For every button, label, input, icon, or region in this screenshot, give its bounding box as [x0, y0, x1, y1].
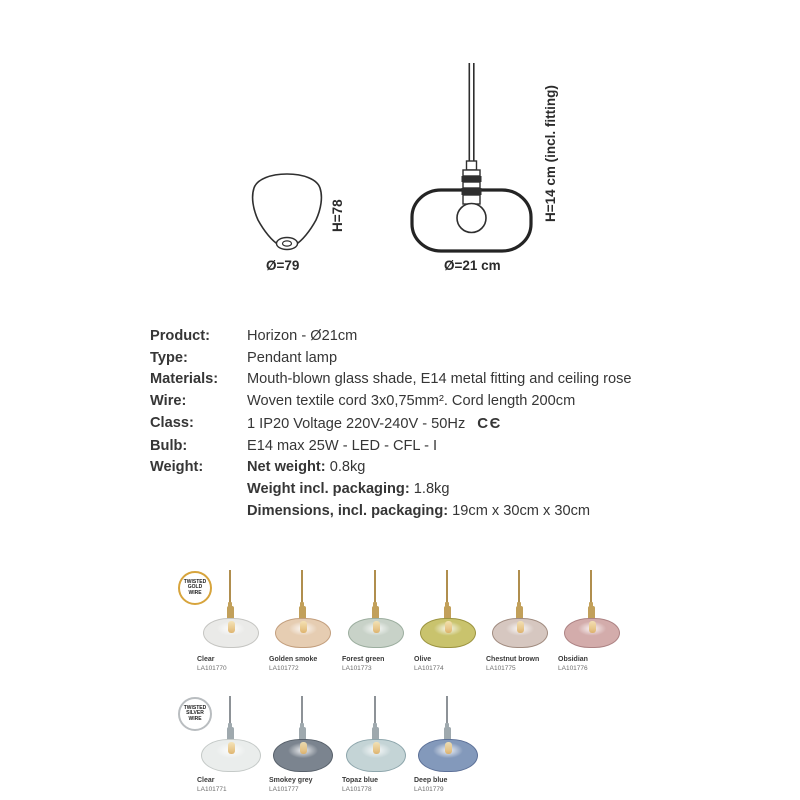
- specs-table: [150, 326, 710, 522]
- pendant-drawing: [405, 58, 540, 258]
- variant-code: LA101779: [414, 786, 444, 793]
- lamp-card-forest-green: [339, 570, 411, 675]
- spec-label: [150, 501, 247, 523]
- ce-mark-icon: CЄ: [477, 414, 502, 432]
- lamp-shade: [273, 739, 333, 772]
- variant-name: Obsidian: [558, 656, 588, 663]
- spec-value: Mouth-blown glass shade, E14 metal fitting and ceiling rose: [247, 371, 632, 388]
- spec-row-bulb: [150, 436, 710, 458]
- variant-code: LA101777: [269, 786, 299, 793]
- variant-code: LA101773: [342, 665, 372, 672]
- bulb-icon: [445, 742, 452, 754]
- bulb-icon: [445, 621, 452, 633]
- bulb-icon: [300, 742, 307, 754]
- badge-line: GOLD: [187, 584, 203, 591]
- spec-label: Weight:: [150, 459, 204, 476]
- bulb-icon: [228, 621, 235, 633]
- lamp-shade: [201, 739, 261, 772]
- bulb-icon: [228, 742, 235, 754]
- variant-name: Forest green: [342, 656, 385, 663]
- spec-label: Type:: [150, 349, 188, 366]
- spec-value: E14 max 25W - LED - CFL - I: [247, 437, 438, 454]
- bulb-icon: [589, 621, 596, 633]
- spec-value: Weight incl. packaging: 1.8kg: [247, 480, 450, 497]
- spec-row-product: [150, 326, 710, 348]
- lamp-shade: [275, 618, 331, 648]
- spec-row-packaging-dimensions: [150, 501, 710, 523]
- spec-row-materials: [150, 369, 710, 391]
- bulb-icon: [300, 621, 307, 633]
- lamp-card-smokey-grey: [266, 696, 338, 800]
- variant-code: LA101778: [342, 786, 372, 793]
- variant-code: LA101771: [197, 786, 227, 793]
- variant-name: Olive: [414, 656, 432, 663]
- variant-code: LA101770: [197, 665, 227, 672]
- lamp-shade: [346, 739, 406, 772]
- bulb-icon: [373, 742, 380, 754]
- lamp-card-clear-silver: [194, 696, 266, 800]
- variant-code: LA101776: [558, 665, 588, 672]
- lamp-shade: [420, 618, 476, 648]
- lamp-card-obsidian: [555, 570, 627, 675]
- badge-line: WIRE: [188, 589, 202, 596]
- lamp-shade: [418, 739, 478, 772]
- pendant-height-label: H=14 cm (incl. fitting): [543, 85, 558, 222]
- lamp-shade: [492, 618, 548, 648]
- spec-label: Class:: [150, 414, 194, 431]
- lamp-shade: [348, 618, 404, 648]
- variant-name: Topaz blue: [342, 777, 379, 784]
- spec-row-wire: [150, 391, 710, 413]
- badge-line: SILVER: [186, 710, 204, 717]
- bulb-icon: [517, 621, 524, 633]
- spec-value: Woven textile cord 3x0,75mm². Cord length 200cm: [247, 393, 576, 410]
- badge-line: TWISTED: [183, 704, 207, 711]
- spec-value: Horizon - Ø21cm: [247, 328, 358, 344]
- badge-line: TWISTED: [183, 578, 207, 585]
- variant-name: Chestnut brown: [486, 656, 540, 663]
- spec-label: Wire:: [150, 393, 187, 410]
- lamp-card-topaz-blue: [339, 696, 411, 800]
- variant-name: Deep blue: [414, 777, 448, 784]
- lamp-card-clear-gold: [194, 570, 266, 675]
- badge-line: WIRE: [188, 715, 202, 722]
- lamp-card-olive: [411, 570, 483, 675]
- lamp-card-chestnut-brown: [483, 570, 555, 675]
- bulb-icon: [373, 621, 380, 633]
- spec-label: Product:: [150, 328, 210, 344]
- spec-value: Dimensions, incl. packaging: 19cm x 30cm x 30cm: [247, 502, 591, 519]
- spec-row-class: [150, 413, 710, 436]
- spec-row-type: [150, 348, 710, 370]
- rose-height-label: H=78: [330, 199, 345, 232]
- variant-code: LA101775: [486, 665, 516, 672]
- ceiling-rose-drawing: [248, 171, 326, 257]
- lamp-shade: [203, 618, 259, 648]
- spec-value: 1 IP20 Voltage 220V-240V - 50Hz CЄ: [247, 414, 502, 432]
- spec-value: Net weight: 0.8kg: [247, 459, 366, 476]
- lamp-card-deep-blue: [411, 696, 483, 800]
- pendant-diameter-label: Ø=21 cm: [444, 258, 501, 273]
- spec-label: Materials:: [150, 371, 219, 388]
- variant-code: LA101772: [269, 665, 299, 672]
- spec-value: Pendant lamp: [247, 349, 338, 366]
- spec-row-net-weight: [150, 457, 710, 479]
- spec-label: Bulb:: [150, 437, 188, 454]
- rose-diameter-label: Ø=79: [266, 258, 300, 273]
- variant-name: Clear: [197, 777, 215, 784]
- spec-label: [150, 479, 247, 501]
- variant-name: Golden smoke: [269, 656, 318, 663]
- spec-row-packaging-weight: [150, 479, 710, 501]
- lamp-card-golden-smoke: [266, 570, 338, 675]
- lamp-shade: [564, 618, 620, 648]
- variant-name: Clear: [197, 656, 215, 663]
- variant-name: Smokey grey: [269, 777, 313, 784]
- variant-code: LA101774: [414, 665, 444, 672]
